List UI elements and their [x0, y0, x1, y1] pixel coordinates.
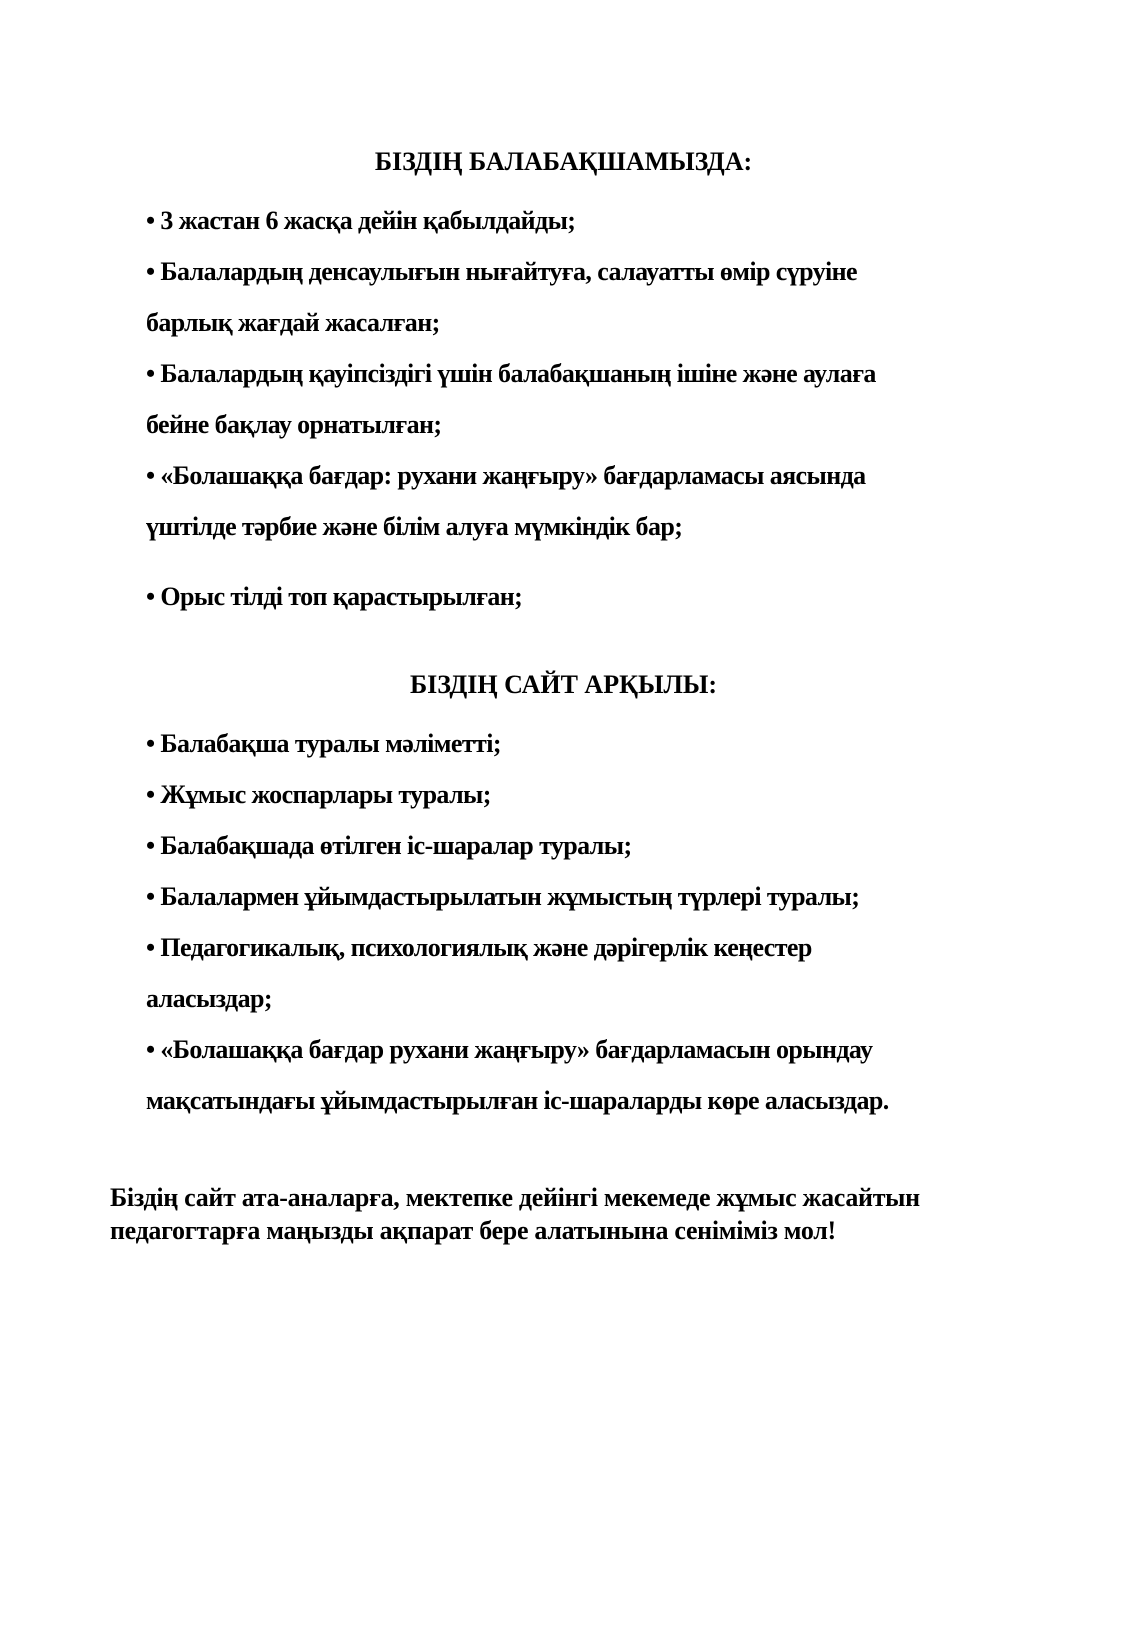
- section1-heading: БІЗДІҢ БАЛАБАҚШАМЫЗДА:: [374, 147, 753, 176]
- section1-line-5: бейне бақлау орнатылған;: [146, 410, 442, 439]
- section1-line-8: • Орыс тілді топ қарастырылған;: [146, 582, 523, 611]
- section2-line-3: • Балабақшада өтілген іс-шаралар туралы;: [146, 831, 632, 860]
- section1-line-7: үштілде тәрбие және білім алуға мүмкіндік бар;: [146, 512, 683, 541]
- section1-line-1: • 3 жастан 6 жасқа дейін қабылдайды;: [146, 206, 576, 235]
- section1-line-2: • Балалардың денсаулығын нығайтуға, салауатты өмір сүруіне: [146, 257, 857, 286]
- section1-line-6: • «Болашаққа бағдар: рухани жаңғыру» бағдарламасы аясында: [146, 461, 866, 490]
- section2-line-8: мақсатындағы ұйымдастырылған іс-шараларды көре аласыздар.: [146, 1086, 889, 1115]
- section2-line-7: • «Болашаққа бағдар рухани жаңғыру» бағдарламасын орындау: [146, 1035, 873, 1064]
- closing-line-2: педагогтарға маңызды ақпарат бере алатынына сеніміміз мол!: [110, 1216, 836, 1245]
- section2-line-2: • Жұмыс жоспарлары туралы;: [146, 780, 491, 809]
- section1-line-3: барлық жағдай жасалған;: [146, 308, 440, 337]
- section2-heading: БІЗДІҢ САЙТ АРҚЫЛЫ:: [409, 670, 718, 699]
- section2-line-4: • Балалармен ұйымдастырылатын жұмыстың түрлері туралы;: [146, 882, 860, 911]
- closing-line-1: Біздің сайт ата-аналарға, мектепке дейінгі мекемеде жұмыс жасайтын: [110, 1183, 920, 1212]
- section2-line-1: • Балабақша туралы мәліметті;: [146, 729, 501, 758]
- section1-line-4: • Балалардың қауіпсіздігі үшін балабақшаның ішіне және аулаға: [146, 359, 876, 388]
- section2-line-6: аласыздар;: [146, 984, 272, 1013]
- section2-line-5: • Педагогикалық, психологиялық және дәрігерлік кеңестер: [146, 933, 812, 962]
